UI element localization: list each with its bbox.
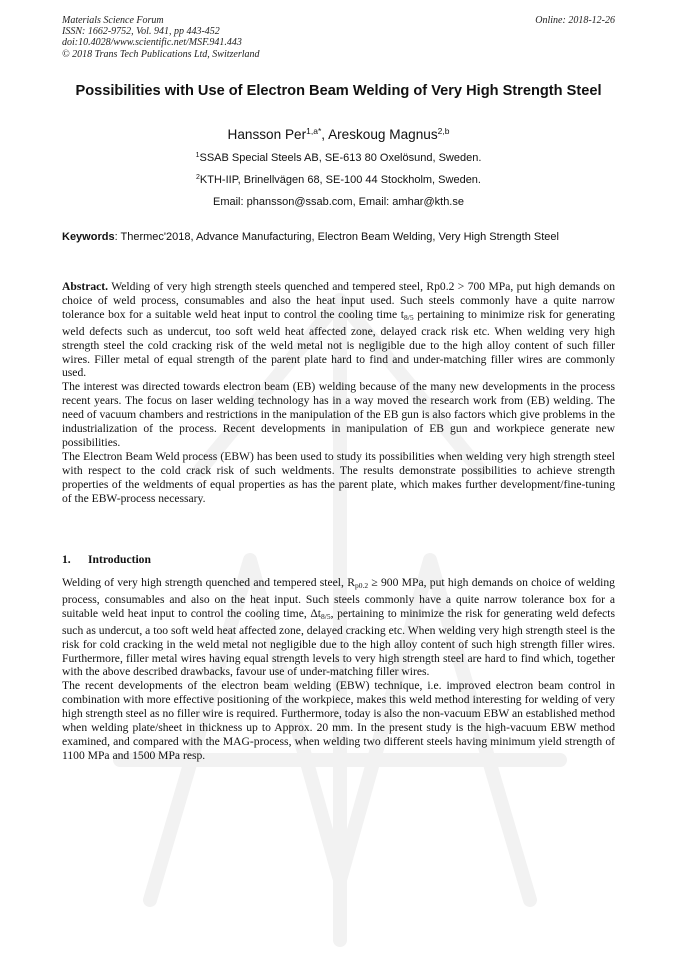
- intro-text: ≥ 900 MPa, put high demands on choice of welding process, consumables and also on the heat input. Such steels commonly have a quite narrow tolerance box for a suitable weld heat input to control the cooling time, Δt: [62, 576, 615, 620]
- author-name: Areskoug Magnus: [328, 127, 438, 142]
- affiliation-superscript: 1: [195, 152, 200, 159]
- abstract-paragraph-2: The interest was directed towards electron beam (EB) welding because of the many new developments in the process recent years. The focus on laser welding technology has in a way moved the research work from (EB) welding. The need of vacuum chambers and restrictions in the manipulation of the EB gun is also factors which give problems in the industrialization of the process. Recent developments in manipulation of EB gun and workpiece generate new possibilities.: [62, 380, 615, 449]
- keywords: [62, 231, 615, 244]
- affiliation-text: KTH-IIP, Brinellvägen 68, SE-100 44 Stockholm, Sweden.: [199, 174, 481, 186]
- affiliation-superscript: 2: [196, 174, 200, 181]
- intro-text: Welding of very high strength quenched and tempered steel, R: [62, 576, 355, 589]
- abstract-paragraph-1: [62, 280, 615, 380]
- doi-line: doi:10.4028/www.scientific.net/MSF.941.443: [62, 37, 242, 49]
- section-heading: [62, 553, 151, 566]
- copyright-line: © 2018 Trans Tech Publications Ltd, Switzerland: [62, 48, 260, 60]
- abstract-text: pertaining to minimize risk for generating weld defects such as undercut, too soft weld heat affected zone, delayed crack risk etc. When welding very high strength steel the cold cracking risk of the weld metal not is negligible due to the high alloy content of such filler wires. Filler metal of equal strength of the parent plate hard to find and under-matching filler wires are commonly used.: [62, 307, 615, 380]
- abstract-text: Welding of very high strength steels quenched and tempered steel, Rp0.2 > 700 MPa, put high demands on choice of weld process, consumables and also the heat input used. Such steels commonly have a quite narrow tolerance box for a suitable weld heat input to control the cooling time t: [62, 280, 615, 321]
- author-name: Hansson Per: [227, 127, 307, 142]
- author-separator: ,: [321, 127, 329, 142]
- paper-title: Possibilities with Use of Electron Beam Welding of Very High Strength Steel: [75, 83, 602, 99]
- journal-name: Materials Science Forum: [62, 15, 164, 26]
- author-line: [62, 126, 615, 142]
- abstract: [62, 280, 615, 506]
- section-number: 1.: [62, 553, 71, 566]
- online-date: Online: 2018-12-26: [535, 15, 615, 26]
- keywords-text: : Thermec'2018, Advance Manufacturing, Electron Beam Welding, Very High Strength Steel: [114, 231, 559, 243]
- intro-paragraph-2: The recent developments of the electron beam welding (EBW) technique, i.e. improved electron beam control in combination with more effective positioning of the workpiece, makes this weld method interesting for welding of very high strength steel as no filler wire is required. Furthermore, today is also the non-vacuum EBW an established method when welding plate/sheet in thickness up to Approx. 20 mm. In the present study is the high-vacuum EBW method examined, and compared with the MAG-process, when welding two different steels having minimum yield strength of 1100 MPa and 1500 MPa resp.: [62, 679, 615, 762]
- intro-paragraph-1: [62, 576, 615, 679]
- subscript: p0.2: [354, 581, 369, 590]
- introduction-body: [62, 576, 615, 763]
- author-superscript: 2,b: [437, 126, 450, 136]
- affiliation-text: SSAB Special Steels AB, SE-613 80 Oxelösund, Sweden.: [199, 152, 482, 164]
- issn-line: ISSN: 1662-9752, Vol. 941, pp 443-452: [62, 26, 220, 38]
- affiliation-1: [62, 152, 615, 164]
- subscript: 8/5: [321, 611, 331, 621]
- affiliation-2: [62, 174, 615, 186]
- journal-meta: [62, 15, 260, 60]
- author-superscript: 1,a*: [306, 126, 322, 136]
- abstract-label: Abstract.: [62, 280, 109, 293]
- keywords-label: Keywords: [62, 231, 115, 243]
- subscript: 8/5: [404, 312, 414, 322]
- email-line: Email: phansson@ssab.com, Email: amhar@kth.se: [213, 196, 464, 208]
- abstract-paragraph-3: The Electron Beam Weld process (EBW) has been used to study its possibilities when welding very high strength steel with respect to the cold crack risk of such weldments. The results demonstrate possibilities to achieve strength properties of the weldments of equal properties as has the parent plate, which makes further development/fine-tuning of the EBW-process necessary.: [62, 449, 615, 505]
- section-title: Introduction: [88, 553, 151, 566]
- intro-text: , pertaining to minimize the risk for generating weld defects such as undercut, a too soft weld heat affected zone, delayed cracking etc. When welding very high strength steel is the risk for cold cracking in the weld metal not negligible due to the high alloy content of such high strength filler wires. Furthermore, filler metal wires having equal strength levels to very high strength steel are hard to find which, together with the above described drawbacks, favour use of under-matching filler wires.: [62, 606, 615, 679]
